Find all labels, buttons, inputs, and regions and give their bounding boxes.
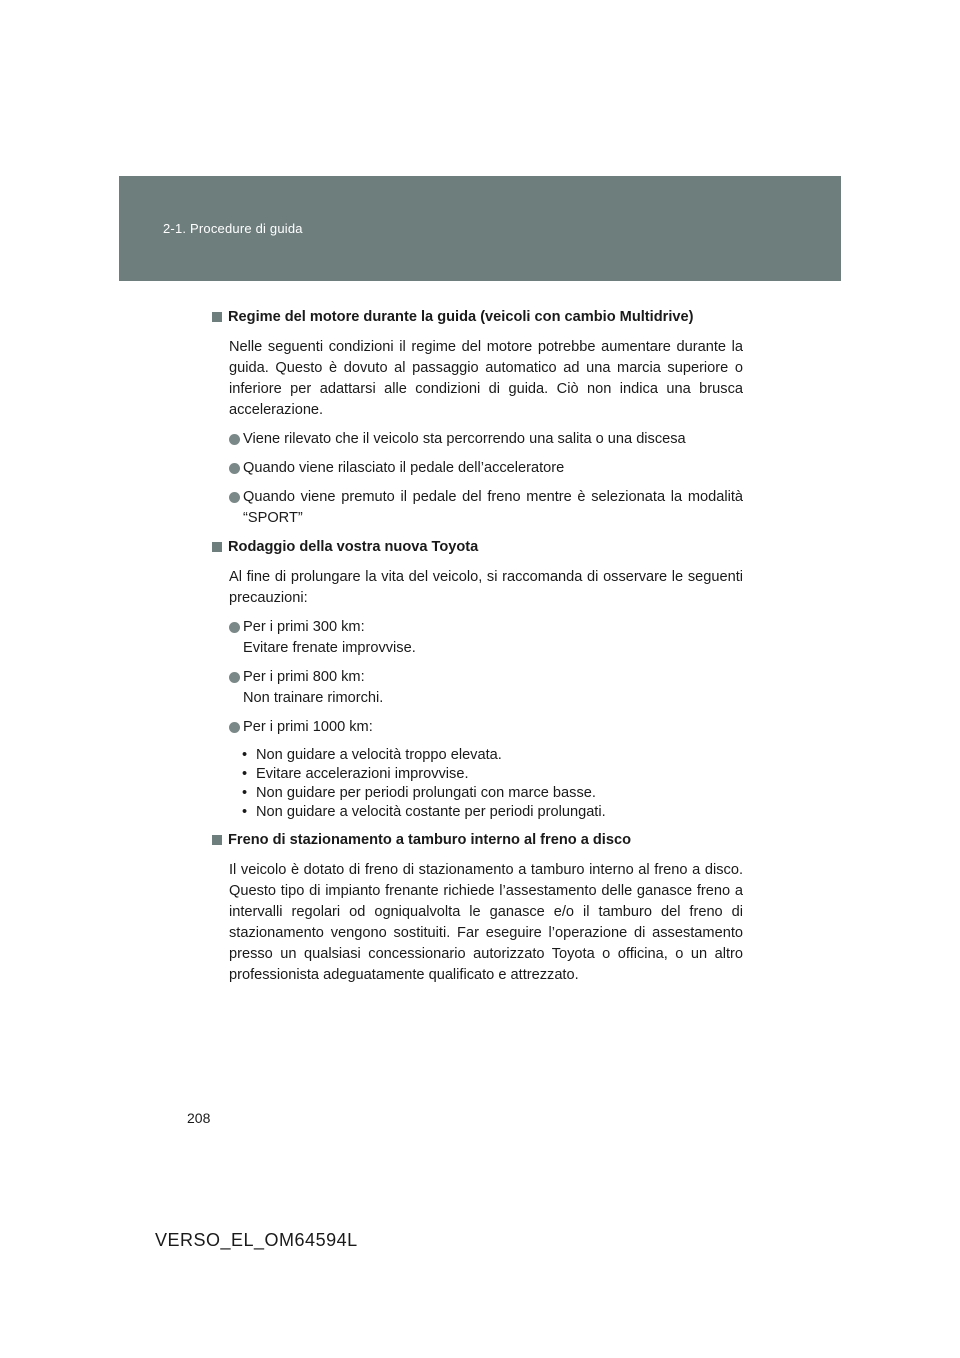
list-item: Per i primi 300 km: Evitare frenate improvvise.	[212, 617, 743, 659]
section-title: 2-1. Procedure di guida	[163, 221, 303, 236]
circle-bullet-icon	[229, 622, 240, 633]
circle-bullet-icon	[229, 492, 240, 503]
paragraph: Al fine di prolungare la vita del veicolo, si raccomanda di osservare le seguenti precauzioni:	[229, 569, 743, 606]
section-header-bar	[119, 176, 841, 281]
page-number: 208	[187, 1110, 211, 1126]
list-item: Quando viene premuto il pedale del freno mentre è selezionata la modalità “SPORT”	[212, 487, 743, 529]
square-bullet-icon	[212, 312, 222, 322]
circle-bullet-icon	[229, 672, 240, 683]
section-heading-parking-brake: Freno di stazionamento a tamburo interno al freno a disco	[212, 830, 743, 850]
paragraph: Nelle seguenti condizioni il regime del motore potrebbe aumentare durante la guida. Questo è dovuto al passaggio automatico ad una marcia superiore o inferiore per adattarsi alle condizioni di guida. Ciò non indica una brusca accelerazione.	[229, 339, 743, 418]
sub-list	[212, 746, 743, 822]
sub-list-item: • Non guidare a velocità costante per periodi prolungati.	[242, 804, 606, 820]
list-item: Per i primi 800 km: Non trainare rimorchi.	[212, 667, 743, 709]
sub-list-item: • Evitare accelerazioni improvvise.	[242, 766, 469, 782]
square-bullet-icon	[212, 542, 222, 552]
circle-bullet-icon	[229, 722, 240, 733]
sub-list-item: • Non guidare a velocità troppo elevata.	[242, 747, 502, 763]
circle-bullet-icon	[229, 434, 240, 445]
paragraph: Il veicolo è dotato di freno di stazionamento a tamburo interno al freno a disco. Questo tipo di impianto frenante richiede l’assestamento delle ganasce freno a intervalli regolari od ogniqualvolta le ganasce e/o il tamburo del freno di stazionamento vengono sostituiti. Far eseguire l’operazione di assestamento presso un qualsiasi concessionario autorizzato Toyota o officina, o un altro professionista adeguatamente qualificato e attrezzato.	[229, 862, 743, 983]
section-heading-break-in: Rodaggio della vostra nuova Toyota	[212, 537, 743, 557]
page-content	[212, 307, 743, 994]
square-bullet-icon	[212, 835, 222, 845]
sub-list-item: • Non guidare per periodi prolungati con marce basse.	[242, 785, 596, 801]
list-item: Viene rilevato che il veicolo sta percorrendo una salita o una discesa	[212, 429, 743, 450]
list-item: Quando viene rilasciato il pedale dell’acceleratore	[212, 458, 743, 479]
document-code: VERSO_EL_OM64594L	[155, 1230, 358, 1250]
section-heading-engine-speed: Regime del motore durante la guida (veicoli con cambio Multidrive)	[212, 307, 743, 327]
circle-bullet-icon	[229, 463, 240, 474]
list-item: Per i primi 1000 km:	[212, 717, 743, 738]
